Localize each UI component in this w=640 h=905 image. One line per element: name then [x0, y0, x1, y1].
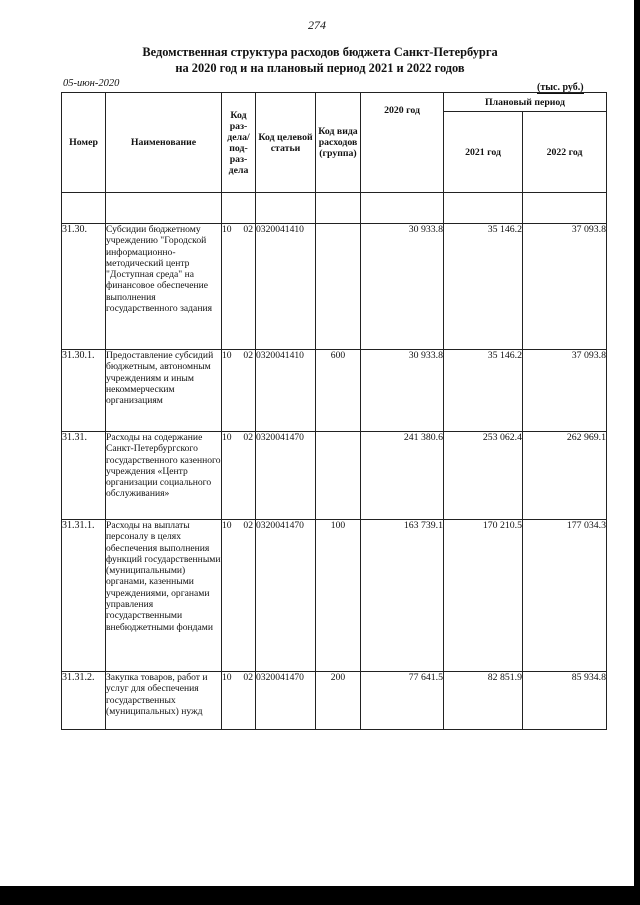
row-razdel-code: 10 — [222, 672, 232, 683]
row-razdel — [222, 350, 256, 432]
row-ksr: 0320041470 — [256, 672, 316, 730]
row-number: 31.30.1. — [62, 350, 106, 432]
row-vid — [316, 224, 361, 350]
header-name: Наименование — [106, 93, 222, 193]
row-amount-2021: 253 062.4 — [444, 432, 523, 520]
row-name: Предоставление субсидий бюджетным, автономным учреждениям и иным некоммерческим организациям — [106, 350, 222, 432]
row-razdel — [222, 224, 256, 350]
budget-table — [61, 92, 607, 730]
row-amount-2021: 170 210.5 — [444, 520, 523, 672]
row-razdel-code: 10 — [222, 350, 232, 361]
row-name: Субсидии бюджетному учреждению "Городской информационно-методический центр "Доступная среда" на финансовое обеспечение выполнения государственного задания — [106, 224, 222, 350]
page-number: 274 — [308, 18, 326, 32]
row-amount-2021: 35 146.2 — [444, 224, 523, 350]
row-ksr: 0320041470 — [256, 432, 316, 520]
row-amount-2020: 163 739.1 — [361, 520, 444, 672]
row-number: 31.30. — [62, 224, 106, 350]
table-row — [62, 224, 607, 350]
row-amount-2021: 35 146.2 — [444, 350, 523, 432]
row-amount-2020: 30 933.8 — [361, 350, 444, 432]
row-razdel-code: 10 — [222, 520, 232, 531]
header-spacer-row — [62, 193, 607, 224]
header-number: Номер — [62, 93, 106, 193]
row-razdel — [222, 520, 256, 672]
header-2021: 2021 год — [444, 112, 523, 193]
row-ksr: 0320041410 — [256, 350, 316, 432]
row-amount-2022: 177 034.3 — [523, 520, 607, 672]
row-razdel-code: 10 — [222, 432, 232, 443]
row-amount-2020: 30 933.8 — [361, 224, 444, 350]
table-body — [62, 224, 607, 730]
row-amount-2022: 37 093.8 — [523, 224, 607, 350]
row-amount-2020: 241 380.6 — [361, 432, 444, 520]
row-razdel — [222, 432, 256, 520]
row-ksr: 0320041470 — [256, 520, 316, 672]
row-podrazdel-code: 02 — [243, 432, 253, 443]
row-podrazdel-code: 02 — [243, 350, 253, 361]
table-header — [62, 93, 607, 224]
header-2022: 2022 год — [523, 112, 607, 193]
header-razdel: Код раз-дела/ под-раз-дела — [222, 93, 256, 193]
row-amount-2021: 82 851.9 — [444, 672, 523, 730]
row-podrazdel-code: 02 — [243, 224, 253, 235]
row-name: Расходы на содержание Санкт-Петербургского государственного казенного учреждения «Центр организации социального обслуживания» — [106, 432, 222, 520]
row-razdel — [222, 672, 256, 730]
row-name: Расходы на выплаты персоналу в целях обеспечения выполнения функций государственными (муниципальными) органами, казенными учреждениями, органами управления государственными внебюджетными фондами — [106, 520, 222, 672]
scan-edge-bottom — [0, 886, 640, 905]
row-amount-2022: 37 093.8 — [523, 350, 607, 432]
row-amount-2022: 262 969.1 — [523, 432, 607, 520]
row-vid: 600 — [316, 350, 361, 432]
row-number: 31.31. — [62, 432, 106, 520]
header-ksr: Код целевой статьи — [256, 93, 316, 193]
header-vid: Код вида расходов (группа) — [316, 93, 361, 193]
table-row — [62, 350, 607, 432]
table-row — [62, 672, 607, 730]
row-number: 31.31.2. — [62, 672, 106, 730]
document-title-line-1: Ведомственная структура расходов бюджета Санкт-Петербурга — [142, 45, 498, 59]
row-amount-2020: 77 641.5 — [361, 672, 444, 730]
document-date: 05-июн-2020 — [63, 78, 120, 89]
row-number: 31.31.1. — [62, 520, 106, 672]
row-vid: 200 — [316, 672, 361, 730]
row-vid: 100 — [316, 520, 361, 672]
units-label: (тыс. руб.) — [537, 82, 584, 93]
header-planned-period: Плановый период — [444, 93, 607, 112]
document-title — [0, 44, 640, 76]
scan-edge-right — [634, 0, 640, 905]
header-2020: 2020 год — [361, 93, 444, 193]
table-row — [62, 520, 607, 672]
row-ksr: 0320041410 — [256, 224, 316, 350]
row-podrazdel-code: 02 — [243, 672, 253, 683]
row-amount-2022: 85 934.8 — [523, 672, 607, 730]
row-vid — [316, 432, 361, 520]
row-podrazdel-code: 02 — [243, 520, 253, 531]
table-row — [62, 432, 607, 520]
row-razdel-code: 10 — [222, 224, 232, 235]
row-name: Закупка товаров, работ и услуг для обеспечения государственных (муниципальных) нужд — [106, 672, 222, 730]
document-title-line-2: на 2020 год и на плановый период 2021 и 2022 годов — [175, 61, 465, 75]
